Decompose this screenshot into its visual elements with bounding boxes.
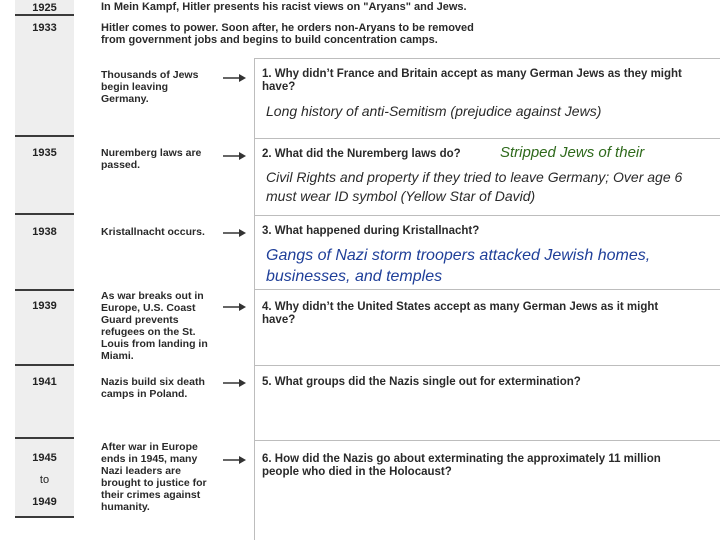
- year-1925: 1925: [32, 2, 57, 14]
- event-1945: After war in Europe ends in 1945, many Nazi leaders are brought to justice for their crimes against humanity.: [101, 441, 207, 513]
- answer-2[interactable]: Civil Rights and property if they tried to leave Germany; Over age 6 must wear ID symbol (Yellow Star of David): [266, 169, 683, 204]
- year-divider: [15, 437, 74, 439]
- year-column: [15, 0, 74, 518]
- year-1949: 1949: [32, 496, 57, 508]
- arrow-icon: [222, 302, 246, 312]
- question-divider: [254, 365, 720, 366]
- year-divider: [15, 213, 74, 215]
- year-divider: [15, 516, 74, 518]
- question-1: 1. Why didn’t France and Britain accept as many German Jews as they might have?: [262, 68, 682, 93]
- year-1939: 1939: [32, 300, 57, 312]
- arrow-icon: [222, 73, 246, 83]
- year-divider: [15, 289, 74, 291]
- year-1933: 1933: [32, 22, 57, 34]
- year-divider: [15, 14, 74, 16]
- answer-1[interactable]: Long history of anti-Semitism (prejudice against Jews): [266, 103, 602, 119]
- event-1941: Nazis build six death camps in Poland.: [101, 376, 205, 400]
- arrow-icon: [222, 151, 246, 161]
- answer-2-start[interactable]: Stripped Jews of their: [500, 144, 645, 161]
- question-divider: [254, 289, 720, 290]
- question-divider: [254, 215, 720, 216]
- event-1933: Hitler comes to power. Soon after, he orders non-Aryans to be removed from government jobs and begins to build concentration camps.: [101, 22, 474, 46]
- event-1925: In Mein Kampf, Hitler presents his racist views on "Aryans" and Jews.: [101, 1, 467, 13]
- year-divider: [15, 135, 74, 137]
- arrow-icon: [222, 228, 246, 238]
- question-4: 4. Why didn’t the United States accept as many German Jews as it might have?: [262, 301, 659, 326]
- question-6: 6. How did the Nazis go about exterminating the approximately 11 million people who died in the Holocaust?: [262, 453, 661, 478]
- question-2: 2. What did the Nuremberg laws do?: [262, 148, 461, 160]
- year-to: to: [39, 474, 50, 486]
- arrow-icon: [222, 378, 246, 388]
- question-divider: [254, 138, 720, 139]
- answer-3[interactable]: Gangs of Nazi storm troopers attacked Jewish homes, businesses, and temples: [266, 247, 651, 285]
- question-3: 3. What happened during Kristallnacht?: [262, 225, 480, 237]
- year-1945: 1945: [32, 452, 57, 464]
- event-leaving: Thousands of Jews begin leaving Germany.: [101, 69, 199, 105]
- question-divider: [254, 440, 720, 441]
- year-1941: 1941: [32, 376, 57, 388]
- event-1939: As war breaks out in Europe, U.S. Coast Guard prevents refugees on the St. Louis from landing in Miami.: [101, 290, 208, 362]
- arrow-icon: [222, 455, 246, 465]
- question-5: 5. What groups did the Nazis single out for extermination?: [262, 376, 581, 388]
- year-divider: [15, 364, 74, 366]
- year-1935: 1935: [32, 147, 57, 159]
- year-1938: 1938: [32, 226, 57, 238]
- event-1938: Kristallnacht occurs.: [101, 226, 205, 238]
- event-1935: Nuremberg laws are passed.: [101, 147, 202, 171]
